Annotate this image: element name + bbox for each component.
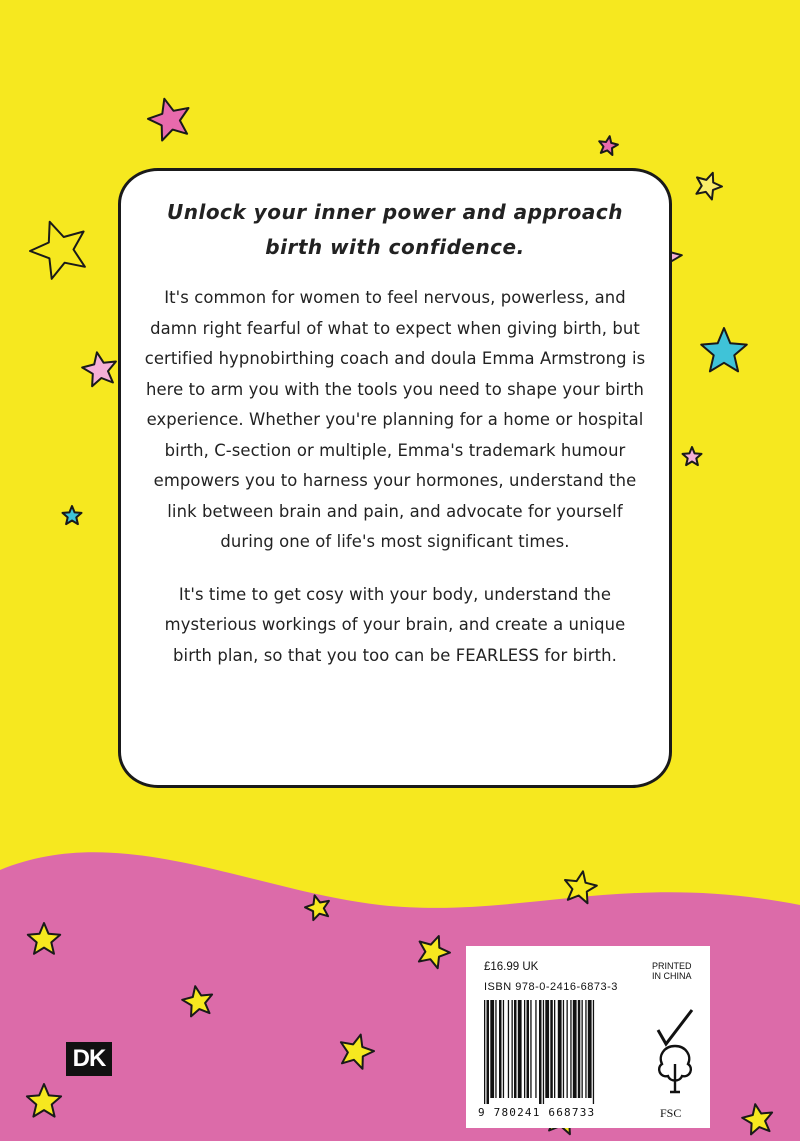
star-icon bbox=[63, 506, 82, 524]
description-card bbox=[118, 168, 672, 788]
star-icon bbox=[683, 447, 702, 465]
fsc-tree-checkmark-icon bbox=[652, 1006, 698, 1096]
star-icon bbox=[30, 222, 85, 279]
star-icon bbox=[148, 99, 189, 141]
fsc-label: FSC bbox=[660, 1106, 682, 1120]
star-icon bbox=[701, 328, 747, 371]
star-icon bbox=[82, 352, 116, 386]
barcode-box bbox=[466, 946, 710, 1128]
isbn-label: ISBN 978-0-2416-6873-3 bbox=[484, 981, 618, 993]
tagline: Unlock your inner power and approach birth with confidence. bbox=[166, 200, 624, 259]
barcode-icon bbox=[482, 1000, 632, 1104]
description-paragraph-2: It's time to get cosy with your body, understand the mysterious workings of your brain, and create a unique birth plan, so that you too can be FEARLESS for birth. bbox=[164, 584, 626, 665]
dk-logo: DK bbox=[66, 1042, 112, 1076]
description-paragraph-1: It's common for women to feel nervous, powerless, and damn right fearful of what to expect when giving birth, but certified hypnobirthing coach and doula Emma Armstrong is here to arm you with the tools you need to shape your birth experience. Whether you're planning for a home or hospital birth, C-section or multiple, Emma's trademark humour empowers you to harness your hormones, understand the link between brain and pain, and advocate for yourself during one of life's most significant times. bbox=[144, 288, 646, 551]
price-label: £16.99 UK bbox=[484, 961, 539, 973]
star-icon bbox=[696, 173, 722, 200]
printed-in-label: PRINTED IN CHINA bbox=[652, 961, 692, 981]
star-icon bbox=[599, 136, 618, 155]
barcode-digits: 9 780241 668733 bbox=[478, 1106, 596, 1119]
